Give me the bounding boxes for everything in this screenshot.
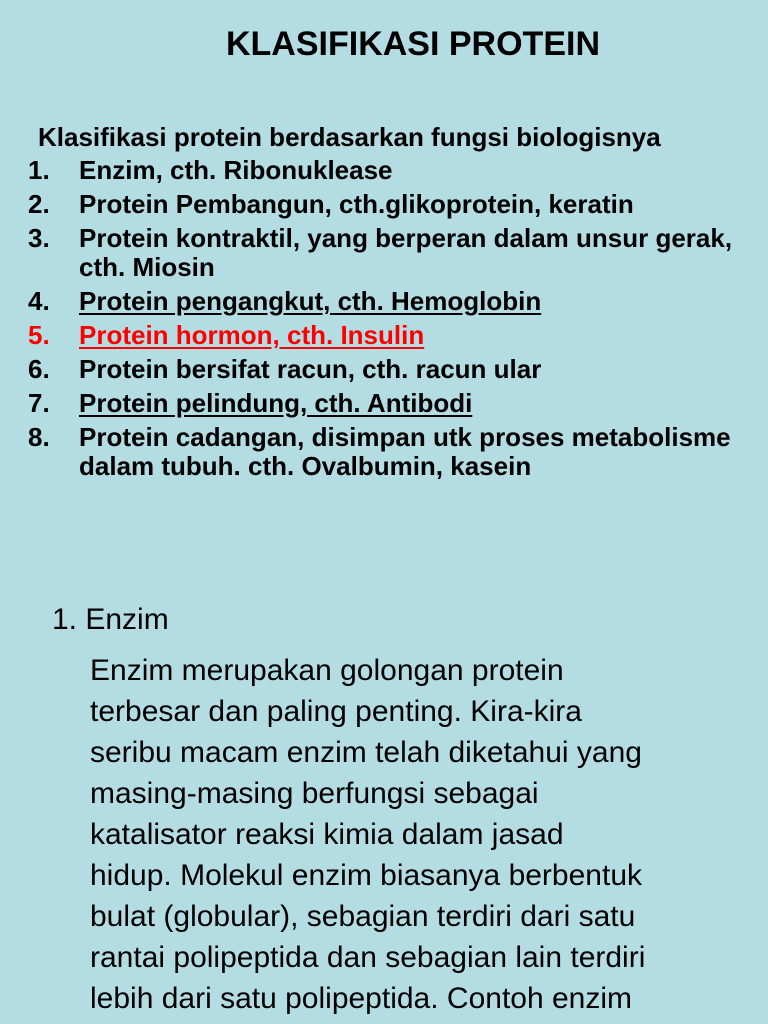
- paragraph-line: Enzim merupakan golongan protein: [90, 654, 564, 687]
- section-heading: 1. Enzim: [52, 603, 169, 636]
- paragraph-line: seribu macam enzim telah diketahui yang: [90, 736, 642, 769]
- list-item-text: Enzim, cth. Ribonuklease: [79, 155, 393, 185]
- list-item: [28, 156, 758, 185]
- slide-subtitle: Klasifikasi protein berdasarkan fungsi biologisnya: [38, 122, 661, 152]
- list-item-text: Protein bersifat racun, cth. racun ular: [79, 354, 542, 384]
- list-item: [28, 190, 758, 219]
- paragraph-line: terbesar dan paling penting. Kira-kira: [90, 695, 582, 728]
- list-item: [28, 355, 758, 384]
- list-item-number: 1.: [28, 155, 50, 185]
- list-item-link[interactable]: [28, 389, 758, 418]
- list-item: [28, 423, 758, 481]
- classification-list: [28, 156, 758, 486]
- list-item-number: 4.: [28, 286, 50, 316]
- paragraph-line: rantai polipeptida dan sebagian lain terdiri: [90, 941, 646, 974]
- list-item-text: Protein cadangan, disimpan utk proses metabolisme dalam tubuh. cth. Ovalbumin, kasein: [79, 422, 731, 481]
- list-item-text: Protein kontraktil, yang berperan dalam unsur gerak, cth. Miosin: [79, 223, 733, 282]
- list-item-link[interactable]: [28, 287, 758, 316]
- paragraph-line: lebih dari satu polipeptida. Contoh enzim: [90, 982, 633, 1015]
- list-item-link-active[interactable]: [28, 321, 758, 350]
- list-item-number: 8.: [28, 422, 50, 452]
- paragraph-line: bulat (globular), sebagian terdiri dari satu: [90, 900, 636, 933]
- paragraph-line: masing-masing berfungsi sebagai: [90, 777, 539, 810]
- section-paragraph: [90, 650, 756, 1019]
- list-item-number: 2.: [28, 189, 50, 219]
- list-item-number: 6.: [28, 354, 50, 384]
- list-item-text[interactable]: Protein pelindung, cth. Antibodi: [79, 388, 473, 418]
- list-item: [28, 224, 758, 282]
- list-item-text[interactable]: Protein pengangkut, cth. Hemoglobin: [79, 286, 542, 316]
- list-item-text: Protein Pembangun, cth.glikoprotein, keratin: [79, 189, 634, 219]
- list-item-number: 3.: [28, 223, 50, 253]
- slide-enzim: [0, 560, 768, 1024]
- paragraph-line: katalisator reaksi kimia dalam jasad: [90, 818, 564, 851]
- paragraph-line: hidup. Molekul enzim biasanya berbentuk: [90, 859, 642, 892]
- slide-title: KLASIFIKASI PROTEIN: [225, 25, 601, 63]
- list-item-number: 7.: [28, 388, 50, 418]
- list-item-text[interactable]: Protein hormon, cth. Insulin: [79, 320, 425, 350]
- list-item-number: 5.: [28, 320, 50, 350]
